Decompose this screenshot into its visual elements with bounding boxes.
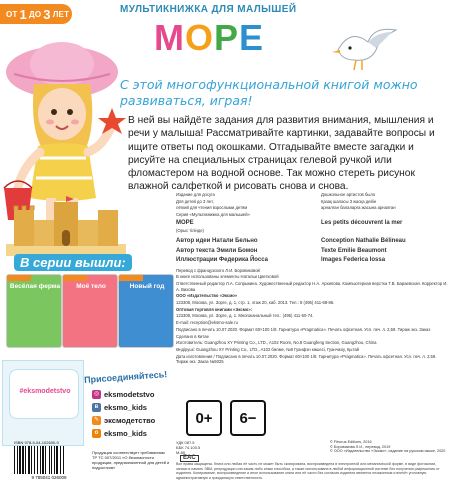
social-instagram[interactable] — [92, 390, 172, 399]
editors-credit: Ответственный редактор Л.А. Сопрыкина. Художественный редактор Н.А. Архипова. Компьютерная верстка Т.В. Бараевская. Корректор И. А. Вихова — [176, 281, 448, 292]
book-age-badge — [119, 275, 143, 281]
credit-author: Автор идеи Натали Бельно — [176, 238, 258, 245]
barcode-bars — [14, 446, 84, 474]
manufacturer-kz: Өндіруші: Guangzhou XY Printing Co., LTD., A102 бөлме, №8 Гуанфэн көшесі, Гуанчжоу, Қытай — [176, 346, 359, 352]
social-vk[interactable] — [92, 403, 172, 412]
audience-line: Қазақ шаласы 3 жасқа дейін — [321, 198, 377, 204]
audience-line: Для детей до 3 лет, — [176, 198, 214, 204]
title-letter: Р — [214, 17, 240, 58]
title-letter: Е — [239, 17, 265, 58]
credit-author-orig: Conception Nathalie Bélineau — [321, 238, 406, 245]
book-title — [154, 18, 264, 58]
wholesale-label: Оптовая торговля книгами «Эксмо»: — [176, 306, 253, 312]
series-books — [4, 270, 174, 350]
credits-row — [176, 237, 448, 266]
copyright-line: © Fleurus Editions, 2016 — [330, 440, 372, 444]
series-book-title: Моё тело — [76, 283, 106, 290]
manufacturer: Изготовитель: Guangzhou XY Printing Co., LTD., A102 Room, No.8 Guangfeng Section, Guangzhou, China — [176, 340, 377, 346]
social-label: eksmo_kids — [104, 429, 147, 438]
wholesale-email: E-mail: reception@eksmo-sale.ru — [176, 320, 238, 326]
age-from: 1 — [19, 6, 27, 22]
social-label: eksmodetstvo — [104, 390, 155, 399]
certification-text: Продукция соответствует требованиям ТР ТС 007/2011 «О безопасности продукции, предназначенной для детей и подростков» — [92, 450, 170, 470]
copyright-block — [330, 440, 446, 454]
age-suffix: ЛЕТ — [52, 9, 70, 19]
title-letter: М — [154, 17, 185, 58]
series-line: Серия «Мультикнижка для малышей» — [176, 212, 250, 218]
kids-brand-panel — [2, 360, 84, 446]
classification-marks — [176, 440, 326, 462]
imprint-title-sub: (Орыс тілінде) — [176, 228, 204, 234]
seagull-illustration — [330, 20, 402, 76]
udk-code: УДК 087.5 — [176, 440, 195, 445]
publisher-name: ООО «Издательство «Эксмо» — [176, 293, 238, 299]
barcode-number: 9 785041 026009 — [31, 475, 67, 480]
production-dates: Дата изготовления / Подписано в печать 10.07.2020. Формат 60×100 1/8. Гарнитура «Pragmatica». Печать офсетная. Усл. печ. л. 2,59. Тираж экз. Заказ №5025 — [176, 353, 437, 364]
title-row — [176, 219, 448, 235]
brand-logo-frame — [9, 369, 79, 419]
copyright-line: © Боровикова Л.И., перевод, 2019 — [330, 444, 391, 449]
brand-hashtag: #eksmodetstvo — [19, 388, 71, 395]
ok-icon: о — [92, 429, 101, 438]
tagline: С этой многофункциональной книгой можно развиваться, играя! — [120, 77, 418, 108]
web-icon: ✎ — [93, 417, 100, 423]
bbk-code: ББК 74.100.5 — [176, 445, 201, 450]
audience-line: арналған балаларға жасына арналған — [321, 205, 396, 211]
series-title: МУЛЬТИКНИЖКА ДЛЯ МАЛЫШЕЙ — [120, 4, 297, 15]
age-rating-0: 0+ — [186, 400, 222, 436]
credit-text-orig: Texte Emilie Beaumont — [321, 247, 387, 254]
barcode — [14, 446, 84, 490]
isbn: ISBN 978-5-04-102600-9 — [14, 440, 59, 445]
series-book-title: Весёлая ферма — [9, 283, 61, 290]
publisher-address: 123308, Москва, ул. Зорге, д. 1, стр. 1, этаж 20, каб. 2013. Тел.: 8 (495) 411-68-86. — [176, 300, 335, 306]
imprint-title-fr: Les petits découvrent la mer — [321, 219, 403, 226]
age-mid: ДО — [28, 9, 42, 19]
audience-ru — [176, 192, 303, 212]
social-label: эксмодетство — [104, 416, 156, 425]
eac-mark: EAC — [180, 455, 199, 462]
imprint-title-ru: МОРЕ — [176, 219, 194, 226]
made-in: Сделано в Китае — [176, 333, 209, 339]
audience-row — [176, 192, 448, 212]
age-to: 3 — [43, 6, 51, 22]
series-book — [62, 274, 118, 348]
sand-castle-illustration — [6, 196, 126, 256]
intro-text: В ней вы найдёте задания для развития внимания, мышления и речи у малыша! Рассматривайте картинки, задавайте вопросы и ищите ответы под окошками. Отгадывайте вместе загадки и рисуйте на специальных страницах гелевой ручкой или фломастером на водной основе. Так можно стереть рисунок влажной салфеткой и рисовать снова и снова. — [128, 115, 435, 193]
age-prefix: ОТ — [6, 9, 18, 19]
social-web[interactable] — [92, 416, 172, 425]
also-in-series-title: В серии вышли: — [14, 254, 132, 271]
audience-line: Издание для досуга — [176, 192, 215, 197]
print-signature: Подписано в печать 10.07.2020. Формат 60×100 1/8. Гарнитура «Pragmatica». Печать офсетная. Усл. печ. л. 2,59. Тираж экз. Заказ — [176, 326, 431, 332]
credit-text: Автор текста Эмили Бомон — [176, 247, 258, 254]
join-title: Присоединяйтесь! — [83, 369, 168, 385]
cover-credit: В книге использованы элементы Натальи Цветковой — [176, 274, 279, 280]
author-mark: М-80 — [176, 450, 186, 455]
translation-credit: Перевод с французского Л.И. Боровиковой — [176, 267, 260, 273]
social-ok[interactable] — [92, 429, 172, 438]
audience-line: лёгкий для чтения взрослыми детям — [176, 205, 248, 211]
age-badge — [0, 4, 72, 24]
social-label: eksmo_kids — [104, 403, 147, 412]
title-letter: О — [185, 17, 215, 58]
age-rating-6: 6− — [230, 400, 266, 436]
wholesale-address: 123308, Москва, ул. Зорге, д. 1. Многоканальный тел.: (495) 411-50-74. — [176, 313, 314, 319]
credit-illustrator: Иллюстрации Федерика Йосса — [176, 257, 268, 264]
barcode-bar — [64, 446, 65, 474]
series-book-title: Новый год — [129, 283, 165, 290]
instagram-icon: ◎ — [93, 391, 100, 397]
rights-notice: Все права защищены. Книга или любая её часть не может быть скопирована, воспроизведена в электронной или механической форме, в виде фотокопии, записи в память ЭВМ, репродукции или каким-либо иным способом, а также использована в любой информационной системе без получения разрешения от издателя. Копирование, воспроизведение и иное использование книги или её части без согласия издателя является незаконным и влечёт уголовную, административную и гражданскую ответственность. — [176, 462, 440, 480]
audience-line: Дошкольное артистов было — [321, 192, 376, 197]
book-age-badge — [63, 275, 87, 281]
series-book — [118, 274, 174, 348]
vk-icon: в — [92, 403, 101, 412]
series-book — [6, 274, 62, 348]
audience-kz — [321, 192, 448, 212]
book-age-badge — [7, 275, 31, 281]
imprint-block — [176, 192, 448, 366]
copyright-line: © ООО «Издательство «Эксмо», издание на русском языке, 2020 — [330, 449, 446, 454]
credit-illustrator-orig: Images Federica Iossa — [321, 257, 386, 264]
